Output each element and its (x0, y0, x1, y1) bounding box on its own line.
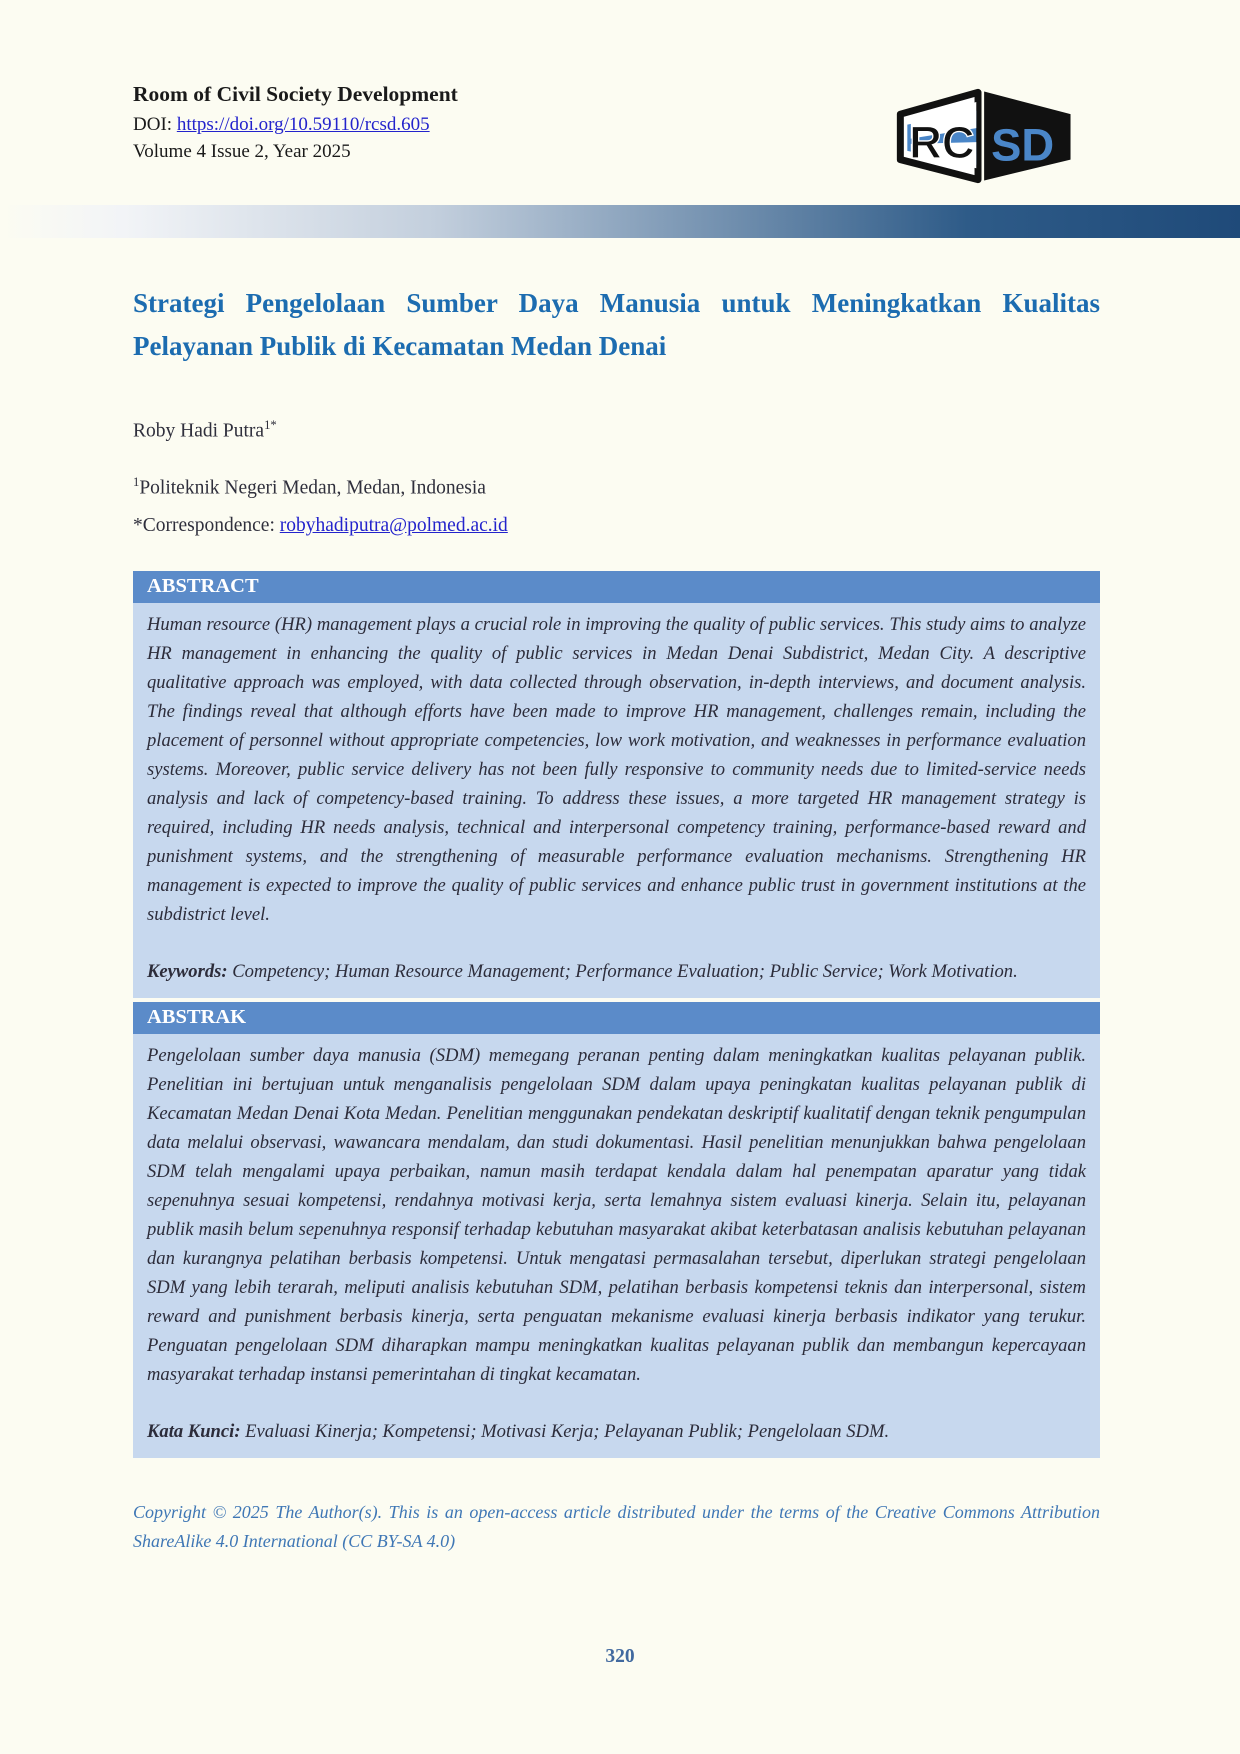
svg-text:RC: RC (909, 116, 975, 168)
affiliation-text: Politeknik Negeri Medan, Medan, Indonesia (139, 477, 486, 499)
abstract-en-body (133, 603, 1100, 998)
affiliation-line (133, 475, 1100, 500)
author-superscript: 1* (264, 418, 277, 433)
correspondence-label: *Correspondence: (133, 515, 280, 537)
abstract-id-text: Pengelolaan sumber daya manusia (SDM) memegang peranan penting dalam meningkatkan kualitas pelayanan publik. Penelitian ini bertujuan untuk menganalisis pengelolaan SDM dalam upaya peningkatan kualitas pelayanan publik di Kecamatan Medan Denai Kota Medan. Penelitian menggunakan pendekatan deskriptif kualitatif dengan teknik pengumpulan data melalui observasi, wawancara mendalam, dan studi dokumentasi. Hasil penelitian menunjukkan bahwa pengelolaan SDM telah mengalami upaya perbaikan, namun masih terdapat kendala dalam hal penempatan aparatur yang tidak sepenuhnya sesuai kompetensi, rendahnya motivasi kerja, serta lemahnya sistem evaluasi kinerja. Selain itu, pelayanan publik masih belum sepenuhnya responsif terhadap kebutuhan masyarakat akibat keterbatasan analisis kebutuhan pelayanan dan kurangnya pelatihan berbasis kompetensi. Untuk mengatasi permasalahan tersebut, diperlukan strategi pengelolaan SDM yang lebih terarah, meliputi analisis kebutuhan SDM, pelatihan berbasis kompetensi teknis dan interpersonal, sistem reward and punishment berbasis kinerja, serta penguatan mekanisme evaluasi kinerja berbasis indikator yang terukur. Penguatan pengelolaan SDM diharapkan mampu meningkatkan kualitas pelayanan publik dan membangun kepercayaan masyarakat terhadap instansi pemerintahan di tingkat kecamatan. (147, 1045, 1086, 1386)
rcsd-logo-icon (880, 88, 1090, 184)
abstract-id-body (133, 1034, 1100, 1458)
volume-issue: Volume 4 Issue 2, Year 2025 (133, 141, 351, 163)
journal-name: Room of Civil Society Development (133, 82, 458, 106)
article-title: Strategi Pengelolaan Sumber Daya Manusia untuk Meningkatkan Kualitas Pelayanan Publik di Kecamatan Medan Denai (133, 288, 1100, 362)
correspondence-line (133, 515, 1100, 537)
correspondence-email-link[interactable]: robyhadiputra@polmed.ac.id (279, 515, 508, 537)
svg-text:SD: SD (991, 119, 1055, 171)
doi-link[interactable]: https://doi.org/10.59110/rcsd.605 (176, 114, 430, 136)
keywords-text: Competency; Human Resource Management; Performance Evaluation; Public Service; Work Motivation. (227, 961, 1018, 983)
journal-info (133, 80, 458, 167)
gradient-divider-band (0, 205, 1240, 238)
kata-kunci-label: Kata Kunci: (147, 1421, 241, 1443)
page-header (0, 0, 1240, 189)
abstract-en-heading: ABSTRACT (133, 571, 1100, 603)
affiliation-superscript: 1 (133, 474, 140, 489)
kata-kunci-line (147, 1417, 1086, 1446)
copyright-notice: Copyright © 2025 The Author(s). This is an open-access article distributed under the terms of the Creative Commons Attribution ShareAlike 4.0 International (CC BY-SA 4.0) (133, 1502, 1100, 1551)
author-line (133, 418, 1100, 443)
abstract-en-text: Human resource (HR) management plays a crucial role in improving the quality of public services. This study aims to analyze HR management in enhancing the quality of public services in Medan Denai Subdistrict, Medan City. A descriptive qualitative approach was employed, with data collected through observation, in-depth interviews, and document analysis. The findings reveal that although efforts have been made to improve HR management, challenges remain, including the placement of personnel without appropriate competencies, low work motivation, and weaknesses in performance evaluation systems. Moreover, public service delivery has not been fully responsive to community needs due to limited-service needs analysis and lack of competency-based training. To address these issues, a more targeted HR management strategy is required, including HR needs analysis, technical and interpersonal competency training, performance-based reward and punishment systems, and the strengthening of measurable performance evaluation mechanisms. Strengthening HR management is expected to improve the quality of public services and enhance public trust in government institutions at the subdistrict level. (147, 614, 1086, 926)
author-name: Roby Hadi Putra (133, 420, 265, 442)
article-content (133, 282, 1100, 1556)
keywords-label: Keywords: (147, 961, 228, 983)
journal-logo (880, 88, 1090, 189)
doi-label: DOI: (133, 114, 177, 136)
abstract-id-heading: ABSTRAK (133, 1002, 1100, 1034)
keywords-line (147, 957, 1086, 986)
doi-line (133, 112, 458, 137)
page-number: 320 (605, 1646, 635, 1667)
kata-kunci-text: Evaluasi Kinerja; Kompetensi; Motivasi Kerja; Pelayanan Publik; Pengelolaan SDM. (240, 1421, 890, 1443)
